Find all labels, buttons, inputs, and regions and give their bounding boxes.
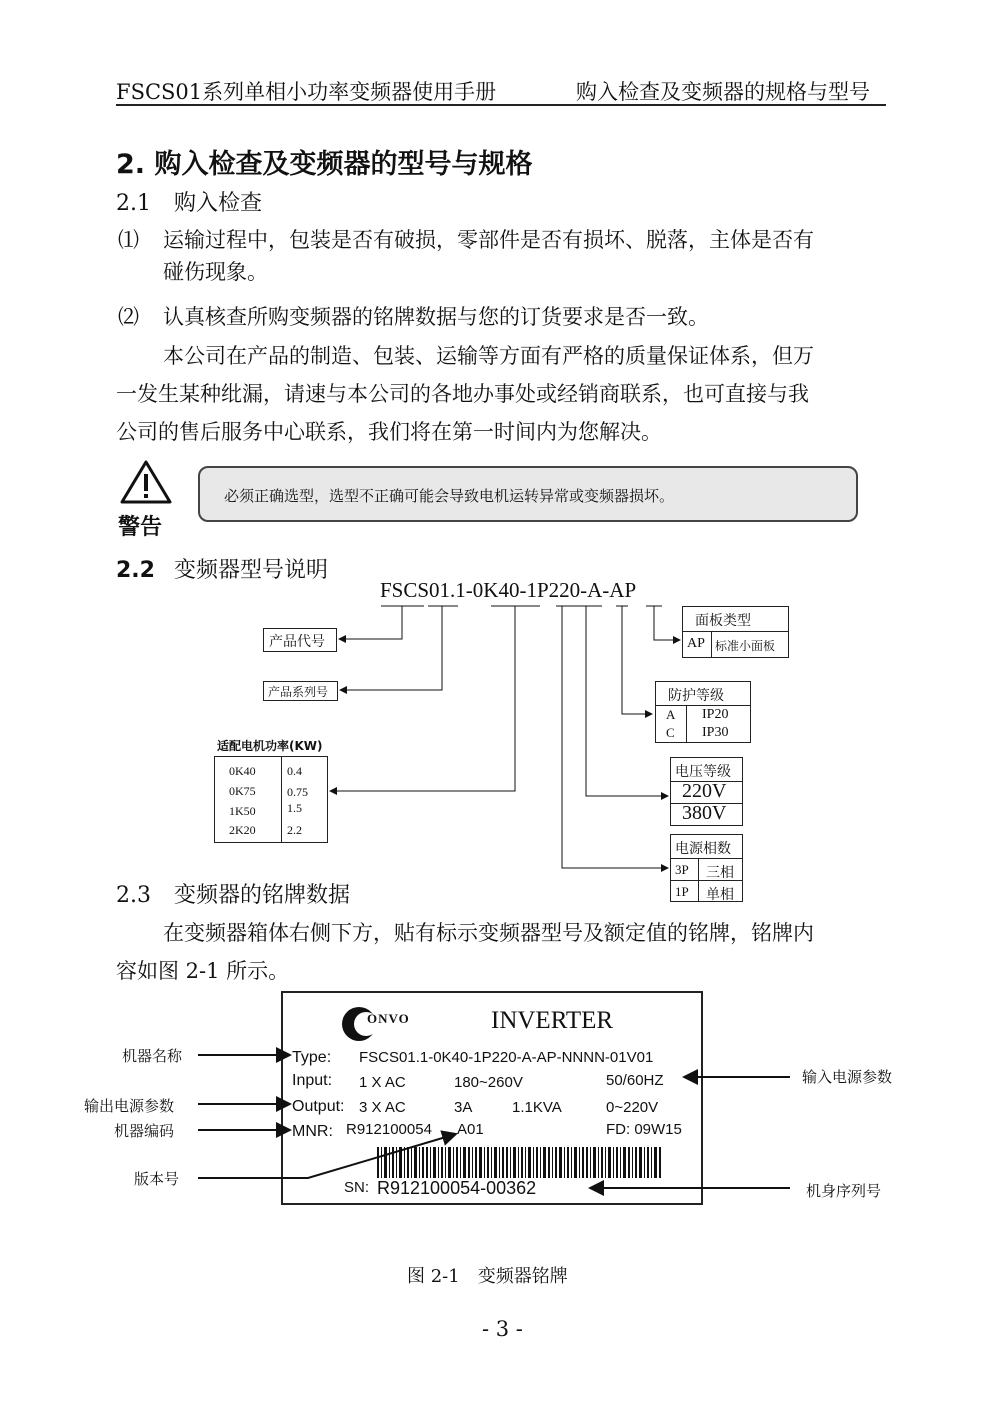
output-label: Output: — [292, 1098, 345, 1115]
warning-text: 必须正确选型，选型不正确可能会导致电机运转异常或变频器损坏。 — [224, 487, 675, 505]
product-series-label: 产品系列号 — [268, 685, 329, 699]
model-string: FSCS01.1-0K40-1P220-A-AP — [380, 578, 637, 602]
motor-kw-0: 0.4 — [287, 764, 302, 778]
phases-desc-1: 单相 — [706, 887, 734, 903]
output-current: 3A — [454, 1099, 473, 1116]
callout-input-params: 输入电源参数 — [802, 1068, 893, 1086]
input-label: Input: — [292, 1072, 333, 1089]
input-freq: 50/60HZ — [606, 1072, 664, 1089]
s23-para-line-1: 在变频器箱体右侧下方，贴有标示变频器型号及额定值的铭牌，铭牌内 — [163, 921, 814, 945]
motor-kw-3: 2.2 — [287, 823, 302, 837]
motor-kw-2: 1.5 — [287, 801, 302, 815]
item-2-mark: ⑵ — [118, 305, 139, 329]
callout-machine-code: 机器编码 — [114, 1122, 175, 1140]
protection-ip-0: IP20 — [702, 707, 729, 722]
section-2-2-number: 2.2 — [116, 558, 155, 583]
voltage-380: 380V — [682, 802, 727, 824]
sn-label: SN: — [344, 1179, 370, 1196]
header-left: FSCS01系列单相小功率变频器使用手册 — [116, 80, 497, 104]
s23-para-line-2: 容如图 2-1 所示。 — [116, 959, 290, 983]
para-line-3: 公司的售后服务中心联系，我们将在第一时间内为您解决。 — [116, 420, 662, 444]
callout-output-params: 输出电源参数 — [84, 1097, 175, 1115]
phases-desc-0: 三相 — [706, 865, 734, 881]
protection-code-1: C — [666, 725, 675, 740]
output-voltage: 0~220V — [606, 1099, 659, 1116]
item-1-line1: 运输过程中，包装是否有破损，零部件是否有损坏、脱落，主体是否有 — [163, 228, 814, 252]
output-power: 1.1KVA — [512, 1099, 562, 1116]
figure-caption: 图 2-1 变频器铭牌 — [407, 1266, 568, 1287]
motor-kw-1: 0.75 — [287, 785, 308, 799]
voltage-220: 220V — [682, 780, 727, 802]
motor-code-3: 2K20 — [229, 823, 256, 837]
protection-code-0: A — [666, 707, 676, 722]
panel-type-title: 面板类型 — [695, 613, 751, 629]
output-phase: 3 X AC — [359, 1099, 406, 1116]
section-2-3-title: 变频器的铭牌数据 — [174, 883, 351, 908]
para-line-2: 一发生某种纰漏，请速与本公司的各地办事处或经销商联系，也可直接与我 — [116, 382, 809, 406]
protection-title: 防护等级 — [668, 688, 724, 704]
brand-text: ONVO — [367, 1011, 410, 1026]
section-2-3-number: 2.3 — [116, 883, 151, 908]
panel-type-desc: 标准小面板 — [715, 639, 776, 653]
section-2-1-number: 2.1 — [116, 191, 151, 216]
mnr-version: A01 — [457, 1121, 484, 1138]
mnr-label: MNR: — [292, 1123, 333, 1140]
phases-code-0: 3P — [675, 862, 689, 877]
section-title: 2. 购入检查及变频器的型号与规格 — [116, 149, 533, 180]
sn-value: R912100054-00362 — [377, 1178, 537, 1198]
type-label: Type: — [292, 1049, 332, 1066]
voltage-title: 电压等级 — [675, 764, 731, 780]
item-2-line1: 认真核查所购变频器的铭牌数据与您的订货要求是否一致。 — [163, 305, 709, 329]
product-code-label: 产品代号 — [269, 634, 325, 650]
phases-code-1: 1P — [675, 884, 689, 899]
motor-code-0: 0K40 — [229, 764, 256, 778]
page-number: - 3 - — [482, 1317, 523, 1341]
callout-version: 版本号 — [134, 1170, 180, 1188]
item-1-mark: ⑴ — [118, 228, 139, 252]
section-2-1-title: 购入检查 — [174, 191, 263, 216]
nameplate-title: INVERTER — [491, 1007, 614, 1034]
input-phase: 1 X AC — [359, 1074, 406, 1091]
motor-code-2: 1K50 — [229, 804, 256, 818]
section-2-2-title: 变频器型号说明 — [174, 558, 329, 583]
header-right: 购入检查及变频器的规格与型号 — [576, 80, 870, 104]
phases-title: 电源相数 — [675, 841, 731, 857]
motor-power-title: 适配电机功率(KW) — [217, 739, 323, 753]
panel-type-code: AP — [687, 636, 705, 651]
protection-ip-1: IP30 — [702, 725, 729, 740]
fd-code: FD: 09W15 — [606, 1121, 682, 1138]
item-1-line2: 碰伤现象。 — [163, 260, 268, 284]
type-value: FSCS01.1-0K40-1P220-A-AP-NNNN-01V01 — [359, 1049, 654, 1066]
mnr-value: R912100054 — [346, 1121, 432, 1138]
para-line-1: 本公司在产品的制造、包装、运输等方面有严格的质量保证体系，但万 — [163, 344, 814, 368]
warning-label: 警告 — [118, 515, 163, 540]
input-voltage: 180~260V — [454, 1074, 523, 1091]
motor-code-1: 0K75 — [229, 784, 256, 798]
callout-machine-name: 机器名称 — [122, 1047, 183, 1065]
callout-serial: 机身序列号 — [806, 1182, 882, 1200]
